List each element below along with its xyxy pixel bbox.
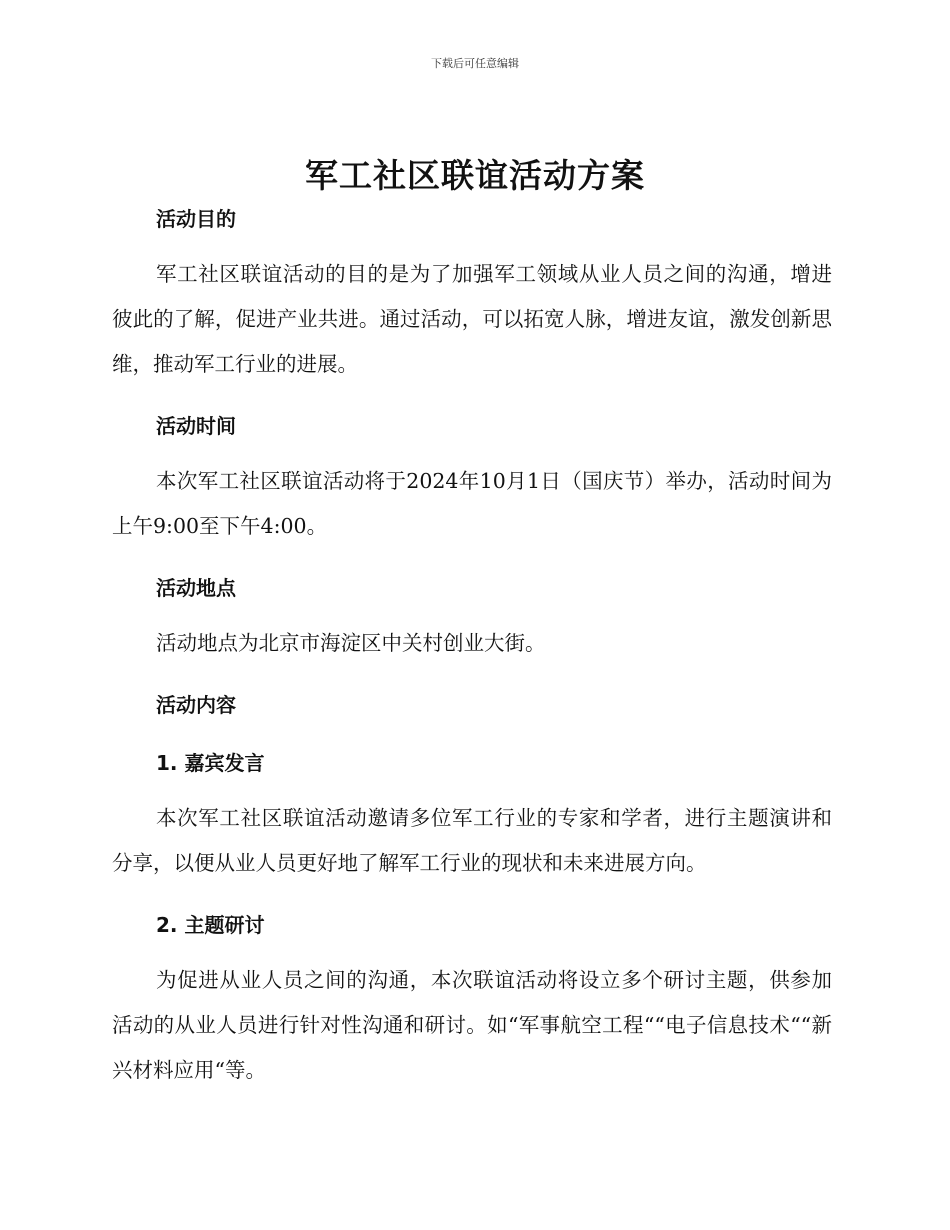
section-location <box>112 569 832 666</box>
document-title: 军工社区联谊活动方案 <box>305 156 645 195</box>
section-content <box>112 686 832 724</box>
section-paragraph-location: 活动地点为北京市海淀区中关村创业大街。 <box>156 631 546 655</box>
section-time <box>112 407 832 549</box>
section-paragraph-purpose: 军工社区联谊活动的目的是为了加强军工领域从业人员之间的沟通，增进彼此的了解，促进产业共进。通过活动，可以拓宽人脉，增进友谊，激发创新思维，推动军工行业的进展。 <box>112 262 832 376</box>
section-heading-purpose: 活动目的 <box>156 207 236 231</box>
section-paragraph-topic-seminar: 为促进从业人员之间的沟通，本次联谊活动将设立多个研讨主题，供参加活动的从业人员进行针对性沟通和研讨。如“军事航空工程““电子信息技术““新兴材料应用“等。 <box>112 968 832 1082</box>
section-heading-guest-speeches: 1. 嘉宾发言 <box>156 751 265 775</box>
section-heading-time: 活动时间 <box>156 414 236 438</box>
section-purpose <box>112 200 832 387</box>
section-heading-location: 活动地点 <box>156 576 236 600</box>
section-paragraph-time: 本次军工社区联谊活动将于2024年10月1日（国庆节）举办，活动时间为上午9:00至下午4:00。 <box>112 469 832 538</box>
document-body <box>112 200 832 1093</box>
section-paragraph-guest-speeches: 本次军工社区联谊活动邀请多位军工行业的专家和学者，进行主题演讲和分享，以便从业人员更好地了解军工行业的现状和未来进展方向。 <box>112 806 832 875</box>
section-heading-content: 活动内容 <box>156 693 236 717</box>
header-note: 下载后可任意编辑 <box>431 57 519 70</box>
section-topic-seminar <box>112 906 832 1093</box>
section-guest-speeches <box>112 744 832 886</box>
section-heading-topic-seminar: 2. 主题研讨 <box>156 913 265 937</box>
